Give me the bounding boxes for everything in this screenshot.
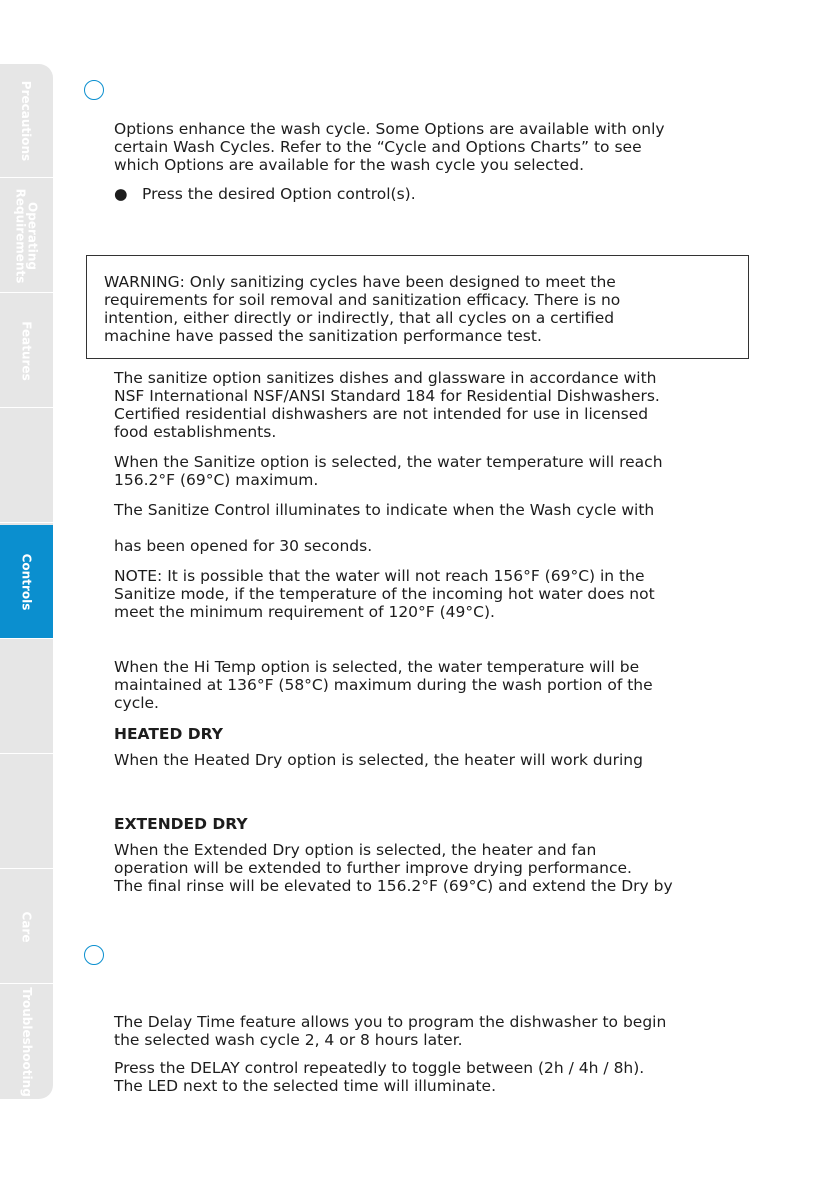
sanitize-paragraph-1 <box>114 369 660 441</box>
text-line: cycle. <box>114 694 159 712</box>
warning-text <box>104 273 620 345</box>
tab-label-line: Controls <box>19 553 34 610</box>
text-line: 156.2°F (69°C) maximum. <box>114 471 319 489</box>
tab-label-line: Requirements <box>13 188 28 283</box>
text-line: The final rinse will be elevated to 156.2°F (69°C) and extend the Dry by <box>114 877 673 895</box>
text-line: When the Extended Dry option is selected, the heater and fan <box>114 841 597 859</box>
delay-paragraph-1 <box>114 1013 666 1049</box>
sanitize-paragraph-2 <box>114 453 663 489</box>
text-line: certain Wash Cycles. Refer to the “Cycle and Options Charts” to see <box>114 138 642 156</box>
text-line: WARNING: Only sanitizing cycles have been designed to meet the <box>104 273 616 291</box>
tab-controls[interactable] <box>0 525 53 639</box>
text-line: machine have passed the sanitization performance test. <box>104 327 542 345</box>
sanitize-paragraph-3 <box>114 501 654 519</box>
bullet-text: Press the desired Option control(s). <box>142 185 416 203</box>
tab-blank-3[interactable] <box>0 755 53 869</box>
sanitize-note <box>114 567 655 621</box>
text-line: NSF International NSF/ANSI Standard 184 for Residential Dishwashers. <box>114 387 660 405</box>
bullet-icon: ● <box>114 185 128 203</box>
text-line: When the Heated Dry option is selected, the heater will work during <box>114 751 643 769</box>
tab-label-line: Precautions <box>19 80 34 161</box>
tab-features[interactable] <box>0 294 53 408</box>
tab-label-line: Features <box>19 320 34 381</box>
section-marker-circle-icon <box>84 80 104 100</box>
text-line: The Delay Time feature allows you to program the dishwasher to begin <box>114 1013 667 1031</box>
text-line: The LED next to the selected time will illuminate. <box>114 1077 496 1095</box>
extended-dry-paragraph <box>114 841 673 895</box>
tab-label <box>21 987 33 1097</box>
text-line: requirements for soil removal and sanitization efficacy. There is no <box>104 291 621 309</box>
tab-blank-1[interactable] <box>0 409 53 523</box>
tab-label <box>21 80 33 160</box>
text-line: has been opened for 30 seconds. <box>114 537 373 555</box>
tab-precautions[interactable] <box>0 64 53 178</box>
tab-label-line: Troubleshooting <box>19 987 34 1097</box>
tab-operating-requirements[interactable] <box>0 179 53 293</box>
tab-troubleshooting[interactable] <box>0 985 53 1099</box>
options-intro <box>114 120 665 174</box>
text-line: which Options are available for the wash cycle you selected. <box>114 156 585 174</box>
tab-label <box>15 188 39 283</box>
heated-dry-paragraph <box>114 751 643 769</box>
tab-label-line: Care <box>19 911 34 942</box>
text-line: maintained at 136°F (58°C) maximum during the wash portion of the <box>114 676 653 694</box>
text-line: Certified residential dishwashers are not intended for use in licensed <box>114 405 649 423</box>
tab-label <box>21 321 33 380</box>
delay-paragraph-2 <box>114 1059 644 1095</box>
section-sidebar <box>0 64 53 1099</box>
section-marker-circle-icon <box>84 945 104 965</box>
tab-label <box>21 911 33 942</box>
text-line: Sanitize mode, if the temperature of the incoming hot water does not <box>114 585 655 603</box>
text-line: Press the DELAY control repeatedly to toggle between (2h / 4h / 8h). <box>114 1059 645 1077</box>
text-line: operation will be extended to further improve drying performance. <box>114 859 632 877</box>
hi-temp-paragraph <box>114 658 653 712</box>
extended-dry-heading: EXTENDED DRY <box>114 815 248 833</box>
text-line: NOTE: It is possible that the water will not reach 156°F (69°C) in the <box>114 567 645 585</box>
tab-label-line: Operating <box>25 201 40 270</box>
text-line: When the Sanitize option is selected, the water temperature will reach <box>114 453 663 471</box>
warning-box <box>86 255 749 359</box>
sanitize-paragraph-3b <box>114 537 372 555</box>
text-line: food establishments. <box>114 423 277 441</box>
text-line: intention, either directly or indirectly, that all cycles on a certified <box>104 309 615 327</box>
text-line: meet the minimum requirement of 120°F (49°C). <box>114 603 495 621</box>
heated-dry-heading: HEATED DRY <box>114 725 223 743</box>
text-line: The sanitize option sanitizes dishes and glassware in accordance with <box>114 369 657 387</box>
text-line: Options enhance the wash cycle. Some Options are available with only <box>114 120 665 138</box>
tab-care[interactable] <box>0 870 53 984</box>
tab-label <box>21 553 33 610</box>
text-line: the selected wash cycle 2, 4 or 8 hours later. <box>114 1031 463 1049</box>
text-line: The Sanitize Control illuminates to indicate when the Wash cycle with <box>114 501 655 519</box>
text-line: When the Hi Temp option is selected, the water temperature will be <box>114 658 640 676</box>
tab-blank-2[interactable] <box>0 640 53 754</box>
